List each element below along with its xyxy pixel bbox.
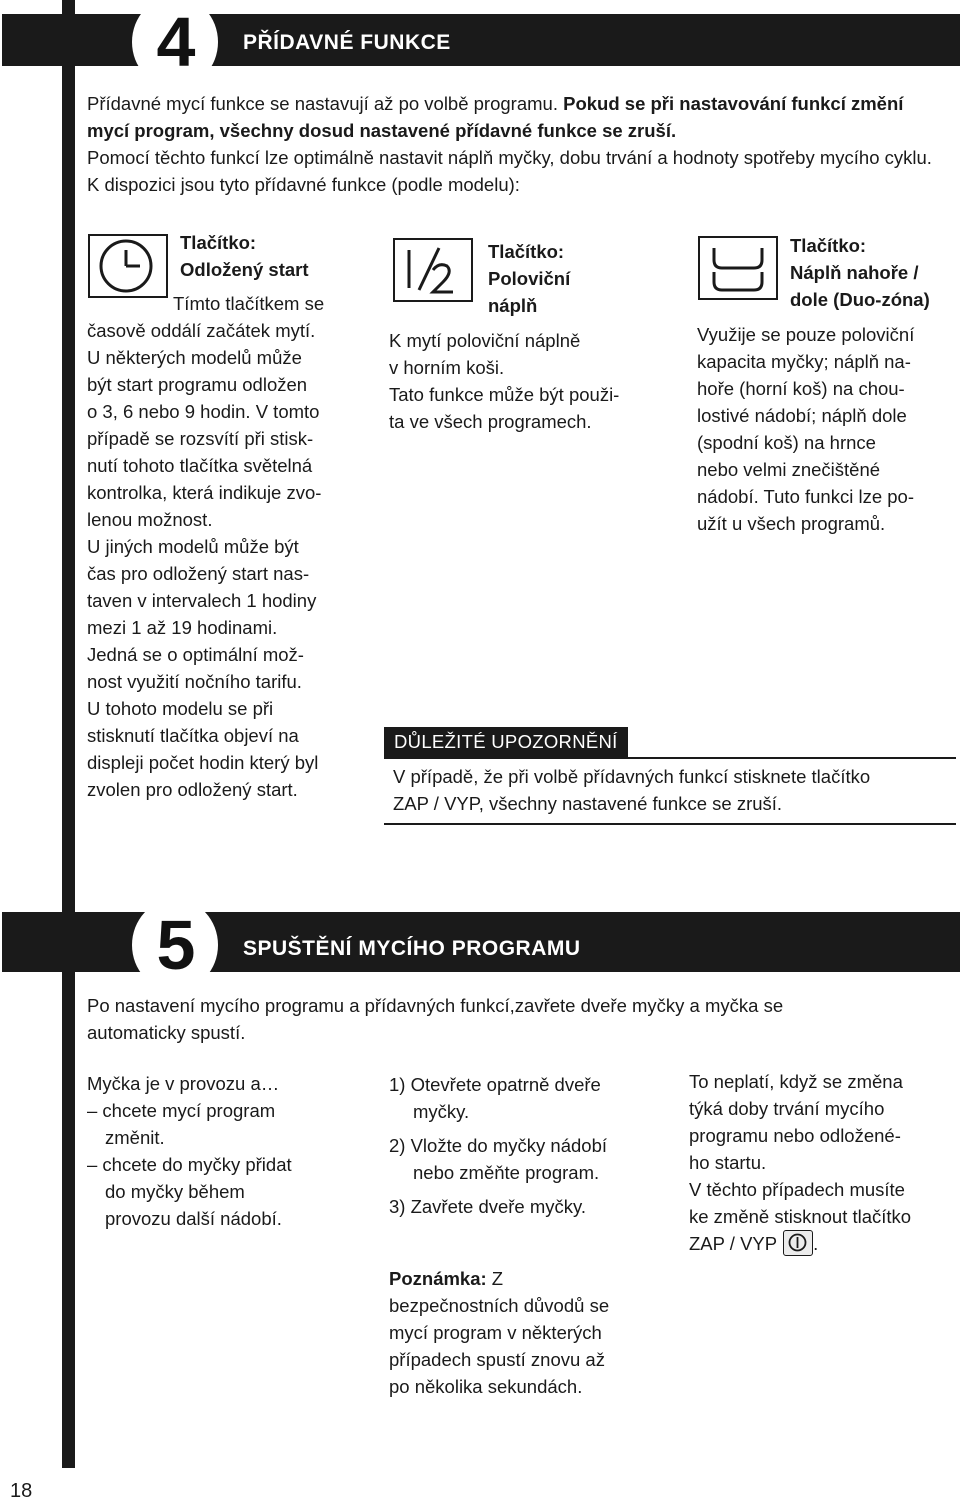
half-load-icon: [393, 238, 473, 302]
left-vertical-bar: [62, 0, 75, 1468]
safety-note: Poznámka: Z bezpečnostních důvodů se mycí program v některých případech spustí znovu až po několika sekundách.: [389, 1268, 610, 1397]
duo-zone-icon: [698, 236, 778, 300]
section-4-intro: [87, 90, 949, 198]
duo-zone-text: Využije se pouze poloviční kapacita myčky; náplň na- hoře (horní koš) na chou- lostivé nádobí; náplň dole (spodní koš) na hrnce nebo velmi znečištěné nádobí. Tuto funkci lze po- užít u všech programů.: [697, 324, 915, 534]
running-column: Myčka je v provozu a… – chcete mycí program změnit. – chcete do myčky přidat do myčky během provozu další nádobí.: [87, 1073, 292, 1229]
section-5-number: 5: [132, 899, 218, 991]
power-button-icon: [783, 1230, 813, 1256]
section-4-title: PŘÍDAVNÉ FUNKCE: [243, 31, 451, 54]
delay-start-title: Tlačítko: Odložený start: [180, 232, 309, 280]
important-notice-label: DŮLEŽITÉ UPOZORNĚNÍ: [384, 727, 628, 757]
section-4-number: 4: [132, 0, 218, 88]
intro-bold: Pokud se při nastavování funkcí změní mycí program, všechny dosud nastavené přídavné funkce se zruší.: [87, 93, 904, 141]
duo-zone-title: Tlačítko: Náplň nahoře / dole (Duo-zóna): [790, 235, 930, 310]
notice-bottom-rule: [384, 823, 956, 825]
section-5-intro: Po nastavení mycího programu a přídavných funkcí,zavřete dveře myčky a myčka se automaticky spustí.: [87, 995, 784, 1043]
steps-column: 1) Otevřete opatrně dveře myčky. 2) Vložte do myčky nádobí nebo změňte program. 3) Zavřete dveře myčky.: [389, 1074, 607, 1217]
exception-column: To neplatí, když se změna týká doby trvání mycího programu nebo odložené- ho startu. V těchto případech musíte ke změně stisknout tlačítko ZAP / VYP .: [689, 1071, 912, 1254]
clock-icon: [88, 234, 168, 298]
half-load-text: K mytí poloviční náplně v horním koši. Tato funkce může být použi- ta ve všech programech.: [389, 330, 620, 432]
page-number: 18: [10, 1480, 33, 1502]
important-notice-text: V případě, že při volbě přídavných funkcí stisknete tlačítko ZAP / VYP, všechny nastavené funkce se zruší.: [393, 766, 871, 814]
section-5-title: SPUŠTĚNÍ MYCÍHO PROGRAMU: [243, 937, 581, 960]
note-label: Poznámka:: [389, 1268, 487, 1289]
intro-p2: Pomocí těchto funkcí lze optimálně nastavit náplň myčky, dobu trvání a hodnoty spotřeby mycího cyklu. K dispozici jsou tyto přídavné funkce (podle modelu):: [87, 147, 932, 195]
delay-start-text: Tímto tlačítkem se časově oddálí začátek mytí. U některých modelů může být start programu odložen o 3, 6 nebo 9 hodin. V tomto případě se rozsvítí při stisk- nutí tohoto tlačítka světelná kontrolka, která indikuje zvo- lenou možnost. U jiných modelů může být čas pro odložený start nas- taven v intervalech 1 hodiny mezi 1 až 19 hodinami. Jedná se o optimální mož- nost využití nočního tarifu. U tohoto modelu se při stisknutí tlačítka objeví na displeji počet hodin který byl zvolen pro odložený start.: [87, 293, 325, 800]
notice-top-rule: [384, 757, 956, 759]
half-load-title: Tlačítko: Poloviční náplň: [488, 241, 571, 316]
intro-normal: Přídavné mycí funkce se nastavují až po volbě programu.: [87, 93, 558, 114]
